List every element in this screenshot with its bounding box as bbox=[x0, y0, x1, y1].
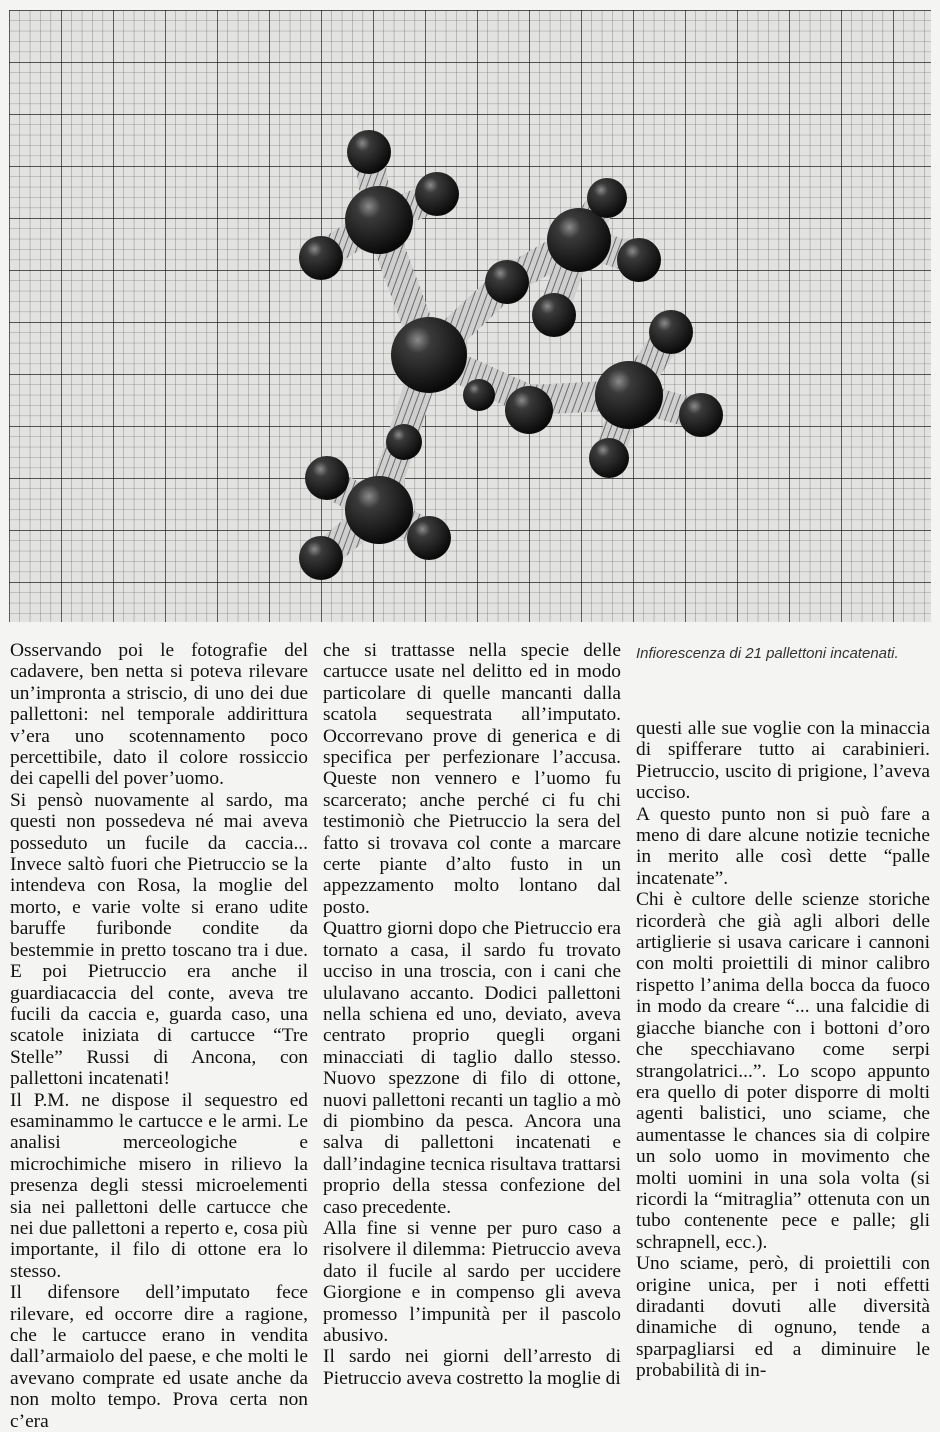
paragraph: Il P.M. ne dispose il sequestro ed esaminammo le cartucce e le armi. Le analisi merceologiche e microchimiche misero in rilievo la presenza degli stessi microelementi sia nei pallettoni delle cartucce che nei due pallettoni a reperto e, cosa più importante, il filo di ottone era lo stesso. bbox=[10, 1089, 308, 1282]
figure-caption: Infiorescenza di 21 pallettoni incatenati. bbox=[636, 645, 899, 662]
paragraph: Chi è cultore delle scienze storiche ricorderà che già agli albori delle artiglierie si usava caricare i cannoni con molti proiettili di minor calibro rispetto l’anima della bocca da fuoco in modo da creare “... una falcidie di giacche bianche con i bottoni d’oro che specchiavano come serpi strangolatrici...”. Lo scopo appunto era quello di poter disporre di molti agenti balistici, uno sciame, che aumentasse le chances sia di colpire un solo uomo in movimento che molti uomini in una sola volta (si ricordi la “mitraglia” ottenuta con un tubo contenente pece e palle; gli schrapnell, ecc.). bbox=[636, 889, 930, 1253]
paragraph: Il sardo nei giorni dell’arresto di Pietruccio aveva costretto la moglie di bbox=[323, 1346, 621, 1389]
paragraph: A questo punto non si può fare a meno di dare alcune notizie tecniche in merito alle così dette “palle incatenate”. bbox=[636, 803, 930, 889]
paragraph: Si pensò nuovamente al sardo, ma questi non possedeva né mai aveva posseduto un fucile da caccia... Invece saltò fuori che Pietruccio se la intendeva con Rosa, la moglie del morto, e varie volte si erano udite baruffe furibonde condite da bestemmie in pretto toscano tra i due. E poi Pietruccio era anche il guardiacaccia del conte, aveva tre fucili da caccia e, guarda caso, una scatole iniziata di cartucce “Tre Stelle” Russi di Ancona, con pallettoni incatenati! bbox=[10, 789, 308, 1090]
chain-shot-photo-icon bbox=[9, 10, 931, 622]
paragraph: Il difensore dell’imputato fece rilevare, ed occorre dire a ragione, che le cartucce erano in vendita dall’armaiolo del paese, e che molti le avevano comprate ed usate anche da non molto tempo. Prova certa non c’era bbox=[10, 1282, 308, 1432]
paragraph: Osservando poi le fotografie del cadavere, ben netta si poteva rilevare un’impronta a striscio, di uno dei due pallettoni: nel temporale addirittura v’era uno scotennamento poco percettibile, dato il colore rossiccio dei capelli del pover’uomo. bbox=[10, 640, 308, 790]
article-column-2 bbox=[323, 640, 621, 1389]
article-column-1 bbox=[10, 640, 308, 1432]
article-column-3 bbox=[636, 718, 930, 1382]
chain-shot-photo bbox=[9, 10, 931, 622]
paragraph: questi alle sue voglie con la minaccia di spifferare tutto ai carabinieri. Pietruccio, uscito di prigione, l’aveva ucciso. bbox=[636, 718, 930, 804]
paragraph: Quattro giorni dopo che Pietruccio era tornato a casa, il sardo fu trovato ucciso in una troscia, con i cani che ululavano accanto. Dodici pallettoni nella schiena ed uno, deviato, aveva centrato proprio quegli organi minacciati di taglio dallo stesso. Nuovo spezzone di filo di ottone, nuovi pallettoni recanti un taglio a mò di piombino da pesca. Ancora una salva di pallettoni incatenati e dall’indagine tecnica risultava trattarsi proprio della stessa confezione del caso precedente. bbox=[323, 918, 621, 1218]
paragraph: Alla fine si venne per puro caso a risolvere il dilemma: Pietruccio aveva dato il fucile al sardo per uccidere Giorgione e in compenso gli aveva promesso l’impunità per il pascolo abusivo. bbox=[323, 1217, 621, 1346]
paragraph: che si trattasse nella specie delle cartucce usate nel delitto ed in modo particolare di quelle mancanti dalla scatola sequestrata all’imputato. Occorrevano prove di generica e di specifica per perfezionare l’accusa. Queste non vennero e l’uomo fu scarcerato; anche perché ci fu chi testimoniò che Pietruccio la sera del fatto si trovava col conte a marcare certe piante d’alto fusto in un appezzamento molto lontano dal posto. bbox=[323, 640, 621, 918]
paragraph: Uno sciame, però, di proiettili con origine unica, per i noti effetti diradanti dovuti alle diversità dinamiche di ognuno, tende a sparpagliarsi ed a diminuire le probabilità di in- bbox=[636, 1253, 930, 1382]
